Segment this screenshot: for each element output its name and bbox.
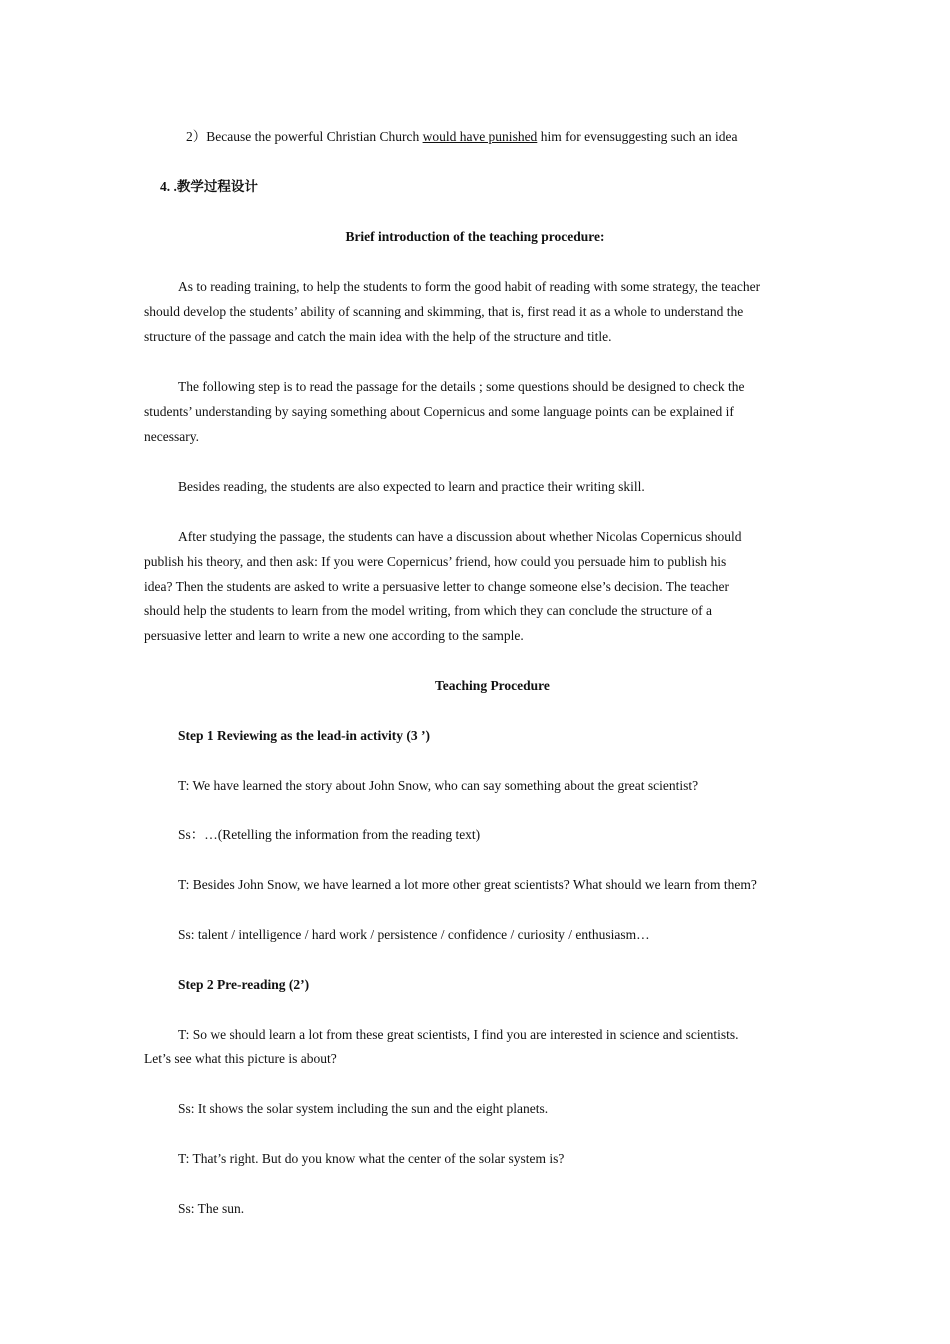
- intro-paragraph-1-line-2: should develop the students’ ability of scanning and skimming, that is, first read it as a whole to understand the: [144, 304, 744, 319]
- answer-item-2: [186, 128, 738, 146]
- answer-item-2-underlined: would have punished: [422, 129, 538, 144]
- step-1-line-3: T: Besides John Snow, we have learned a lot more other great scientists? What should we learn from them?: [178, 877, 757, 892]
- intro-paragraph-2-line-2: students’ understanding by saying something about Copernicus and some language points can be explained if: [144, 404, 734, 419]
- intro-paragraph-2-line-1: The following step is to read the passage for the details ; some questions should be designed to check the: [178, 379, 745, 394]
- step-2-line-2: T: That’s right. But do you know what the center of the solar system is?: [178, 1151, 565, 1166]
- step-2-teacher-line-1: T: So we should learn a lot from these great scientists, I find you are interested in science and scientists.: [178, 1027, 739, 1042]
- intro-paragraph-4-line-2: publish his theory, and then ask: If you were Copernicus’ friend, how could you persuade him to publish his: [144, 554, 727, 569]
- procedure-title: Teaching Procedure: [435, 678, 550, 693]
- intro-paragraph-4-line-3: idea? Then the students are asked to write a persuasive letter to change someone else’s decision. The teacher: [144, 579, 730, 594]
- step-1-line-1: T: We have learned the story about John Snow, who can say something about the great scientist?: [178, 778, 699, 793]
- intro-title: Brief introduction of the teaching procedure:: [345, 229, 605, 244]
- intro-paragraph-1-line-1: As to reading training, to help the students to form the good habit of reading with some strategy, the teacher: [178, 279, 761, 294]
- step-2-line-3: Ss: The sun.: [178, 1201, 245, 1216]
- step-2-teacher-line-2: Let’s see what this picture is about?: [144, 1051, 337, 1066]
- answer-item-2-prefix: 2）Because the powerful Christian Church: [186, 129, 423, 144]
- step-1-line-2: Ss：…(Retelling the information from the reading text): [178, 827, 481, 842]
- intro-paragraph-3-line-1: Besides reading, the students are also expected to learn and practice their writing skill.: [178, 479, 645, 494]
- intro-paragraph-2-line-3: necessary.: [144, 429, 199, 444]
- answer-item-2-suffix: him for evensuggesting such an idea: [537, 129, 738, 144]
- intro-paragraph-4-line-5: persuasive letter and learn to write a new one according to the sample.: [144, 628, 524, 643]
- step-2-heading: Step 2 Pre-reading (2’): [178, 977, 310, 992]
- step-1-line-4: Ss: talent / intelligence / hard work / persistence / confidence / curiosity / enthusiasm…: [178, 927, 650, 942]
- step-1-heading: Step 1 Reviewing as the lead-in activity (3 ’): [178, 728, 430, 743]
- intro-paragraph-4-line-4: should help the students to learn from the model writing, from which they can conclude the structure of a: [144, 603, 712, 618]
- step-2-line-1: Ss: It shows the solar system including the sun and the eight planets.: [178, 1101, 549, 1116]
- section-heading: 4. .教学过程设计: [160, 179, 258, 194]
- intro-paragraph-4-line-1: After studying the passage, the students can have a discussion about whether Nicolas Copernicus should: [178, 529, 742, 544]
- intro-paragraph-1-line-3: structure of the passage and catch the main idea with the help of the structure and title.: [144, 329, 612, 344]
